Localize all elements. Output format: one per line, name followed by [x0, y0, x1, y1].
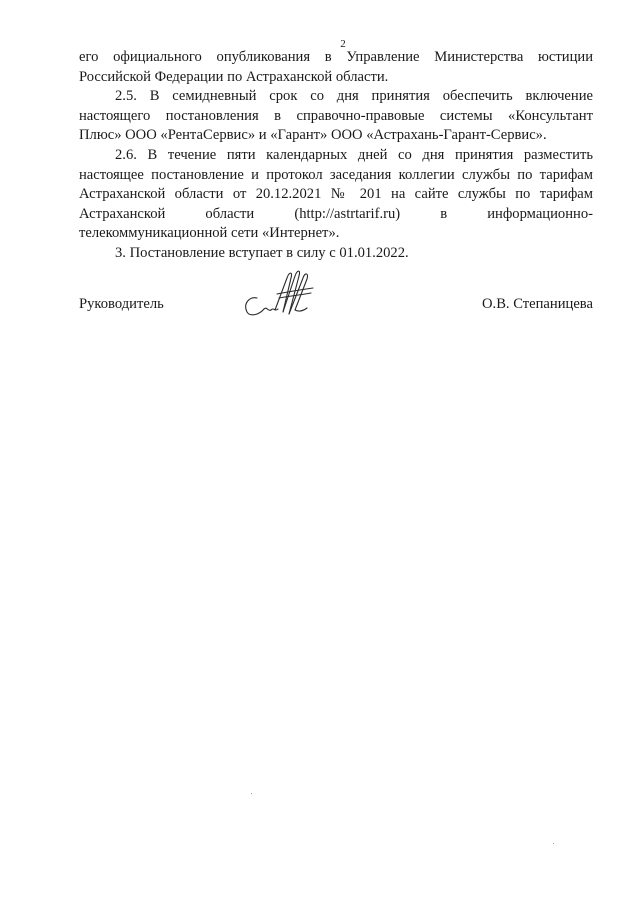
scan-speck	[251, 793, 252, 794]
text-line: 2.6. В течение пяти календарных дней со дня принятия разместить	[115, 146, 593, 163]
paragraph-2-6	[79, 146, 593, 244]
text-line: настоящего постановления в справочно-правовые системы «Консультант	[79, 107, 593, 124]
page-number: 2	[340, 38, 346, 50]
document-body	[79, 48, 593, 264]
text-line: 3. Постановление вступает в силу с 01.01.2022.	[115, 244, 409, 261]
signature-block	[79, 294, 593, 314]
signatory-name: О.В. Степаницева	[482, 296, 593, 312]
text-line: Плюс» ООО «РентаСервис» и «Гарант» ООО «Астрахань-Гарант-Сервис».	[79, 127, 547, 144]
paragraph-2-5	[79, 87, 593, 146]
signatory-title: Руководитель	[79, 296, 164, 312]
text-line: настоящее постановление и протокол заседания коллегии службы по тарифам	[79, 166, 593, 183]
text-line: 2.5. В семидневный срок со дня принятия обеспечить включение	[115, 88, 593, 105]
text-line: Астраханской области (http://astrtarif.ru) в информационно-	[79, 205, 593, 222]
paragraph-publication	[79, 48, 593, 87]
text-line: телекоммуникационной сети «Интернет».	[79, 225, 340, 242]
paragraph-3	[79, 244, 593, 264]
text-line: Российской Федерации по Астраханской области.	[79, 68, 389, 85]
scan-speck	[553, 843, 554, 844]
text-line: его официального опубликования в Управление Министерства юстиции	[79, 49, 593, 65]
text-line: Астраханской области от 20.12.2021 № 201 на сайте службы по тарифам	[79, 186, 593, 203]
